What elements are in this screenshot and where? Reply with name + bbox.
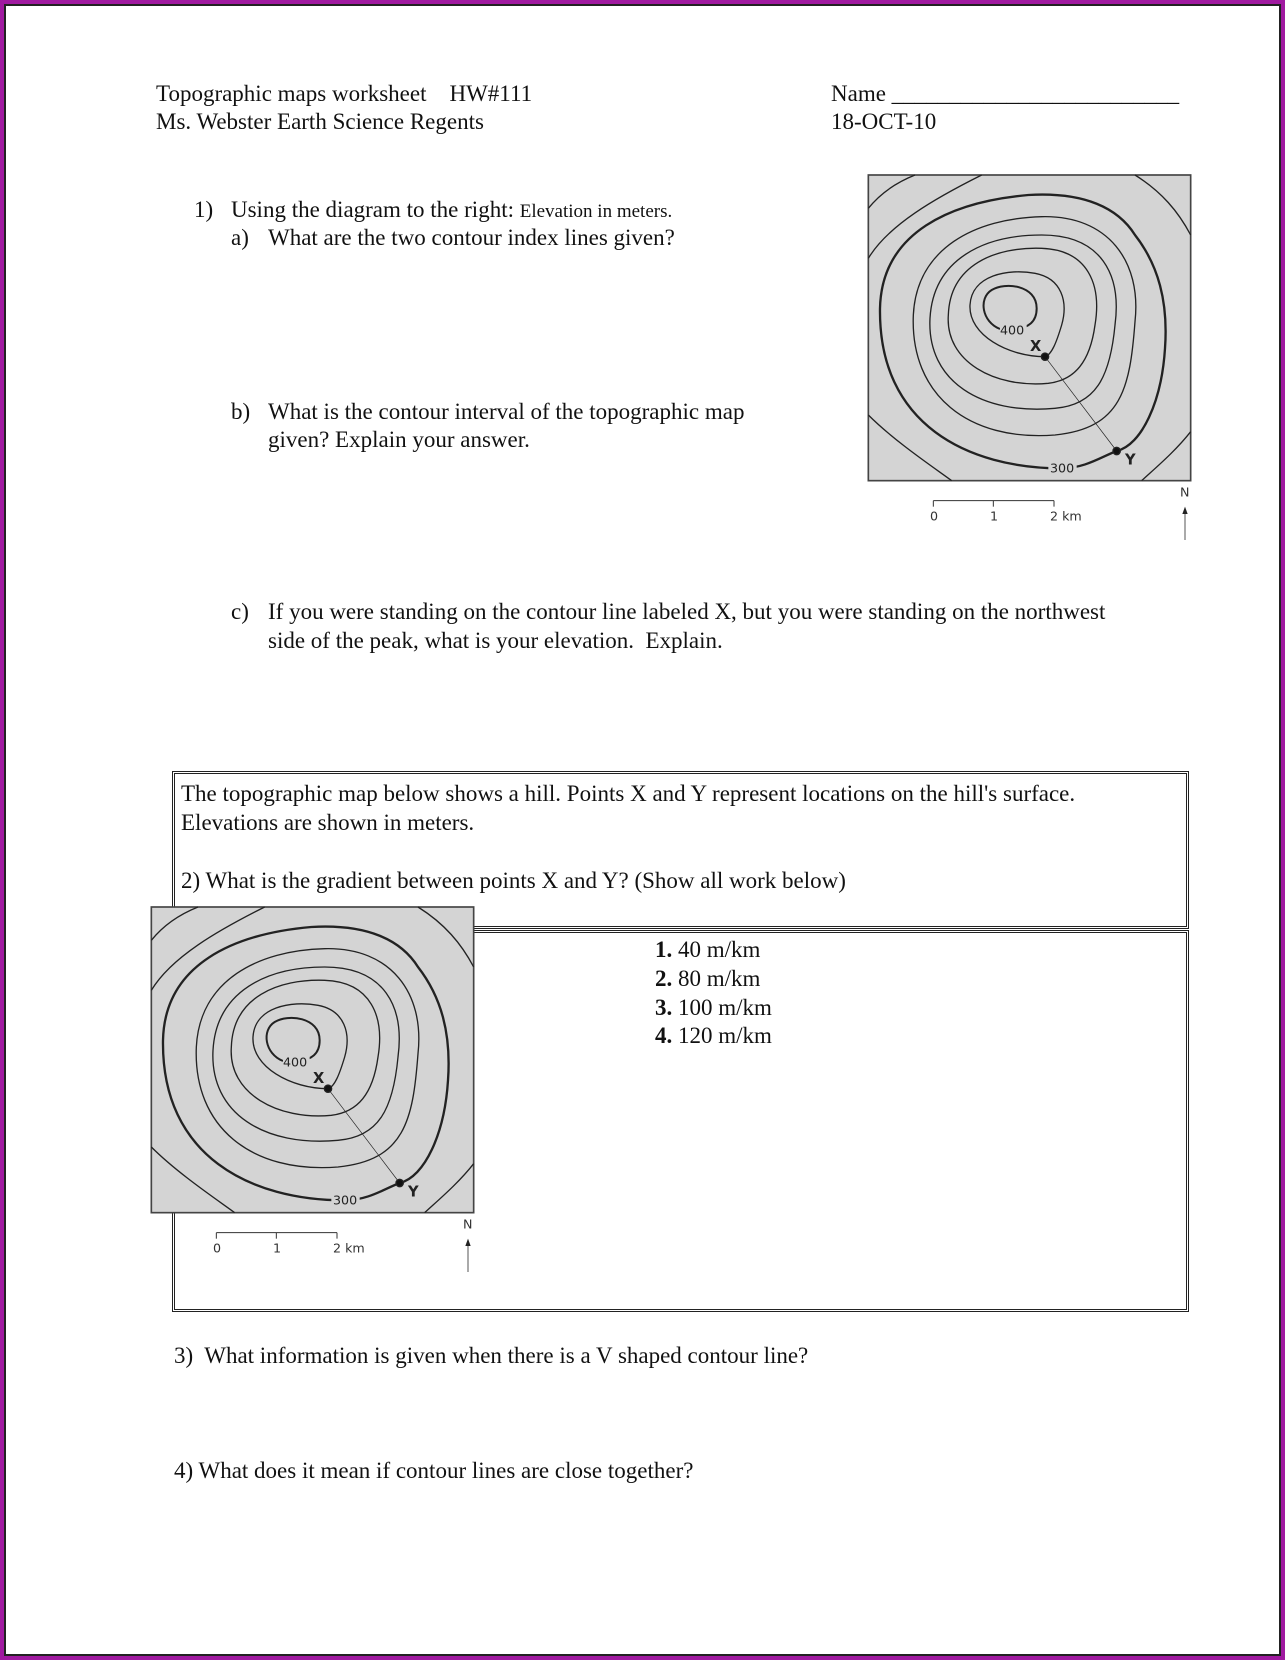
option-text: 100 m/km — [672, 995, 772, 1020]
point-x-label: X — [1030, 338, 1042, 355]
point-y-marker — [1113, 447, 1120, 454]
point-x-marker — [1041, 353, 1048, 360]
scale-bar — [216, 1233, 337, 1239]
contour-label-300: 300 — [1050, 460, 1075, 476]
point-y-label: Y — [408, 1183, 419, 1201]
option-text: 120 m/km — [672, 1023, 772, 1048]
q4-text: 4) What does it mean if contour lines are close together? — [174, 1458, 694, 1483]
option-number: 2. — [655, 966, 673, 991]
topographic-map-figure-1 — [850, 160, 1230, 550]
name-field[interactable]: Name _________________________ — [831, 81, 1180, 106]
north-label: N — [1180, 484, 1190, 500]
answer-option-1[interactable] — [655, 936, 760, 964]
topographic-map — [133, 892, 513, 1282]
worksheet-title: Topographic maps worksheet HW#111 — [156, 81, 533, 106]
q2-question: 2) What is the gradient between points X and Y? (Show all work below) — [181, 868, 846, 893]
point-x-marker — [324, 1085, 331, 1092]
q1b-text-2: given? Explain your answer. — [268, 427, 530, 452]
q1-prompt-text: Using the diagram to the right: — [231, 197, 514, 222]
q1c-label: c) — [231, 599, 249, 624]
point-y-label: Y — [1125, 451, 1136, 469]
q1b-text-1: What is the contour interval of the topographic map — [268, 399, 745, 424]
topographic-map — [850, 160, 1230, 550]
q2-intro-1: The topographic map below shows a hill. Points X and Y represent locations on the hill's surface. — [181, 781, 1076, 806]
scale-label-2km: 2 km — [1050, 508, 1082, 524]
option-text: 40 m/km — [672, 937, 761, 962]
q1a-text: What are the two contour index lines given? — [268, 225, 675, 250]
date: 18-OCT-10 — [831, 109, 937, 134]
worksheet-subtitle: Ms. Webster Earth Science Regents — [156, 109, 484, 134]
north-arrow-icon — [465, 1239, 470, 1272]
q1-prompt — [231, 196, 672, 226]
scale-label-1: 1 — [273, 1240, 282, 1256]
answer-option-4[interactable] — [655, 1022, 772, 1050]
scale-label-0: 0 — [930, 508, 939, 524]
option-number: 4. — [655, 1023, 673, 1048]
q1-prompt-note: Elevation in meters. — [519, 201, 673, 222]
answer-option-3[interactable] — [655, 994, 772, 1022]
q1c-text-1: If you were standing on the contour line labeled X, but you were standing on the northwest — [268, 599, 1106, 624]
point-x-label: X — [313, 1070, 325, 1087]
q1-number: 1) — [194, 197, 214, 222]
scale-label-0: 0 — [213, 1240, 222, 1256]
option-text: 80 m/km — [672, 966, 761, 991]
contour-label-400: 400 — [1000, 322, 1025, 338]
contour-label-300: 300 — [333, 1192, 358, 1208]
north-arrow-icon — [1182, 507, 1187, 540]
topographic-map-figure-2 — [133, 892, 513, 1282]
answer-option-2[interactable] — [655, 965, 760, 993]
point-y-marker — [396, 1179, 403, 1186]
scale-bar — [933, 501, 1054, 507]
q1c-text-2: side of the peak, what is your elevation. Explain. — [268, 628, 723, 653]
option-number: 3. — [655, 995, 673, 1020]
q1a-label: a) — [231, 225, 249, 250]
scale-label-1: 1 — [990, 508, 999, 524]
q3-text: 3) What information is given when there is a V shaped contour line? — [174, 1343, 809, 1368]
north-label: N — [463, 1216, 473, 1232]
option-number: 1. — [655, 937, 673, 962]
q1b-label: b) — [231, 399, 251, 424]
q2-intro-2: Elevations are shown in meters. — [181, 810, 475, 835]
contour-label-400: 400 — [283, 1054, 308, 1070]
scale-label-2km: 2 km — [333, 1240, 365, 1256]
